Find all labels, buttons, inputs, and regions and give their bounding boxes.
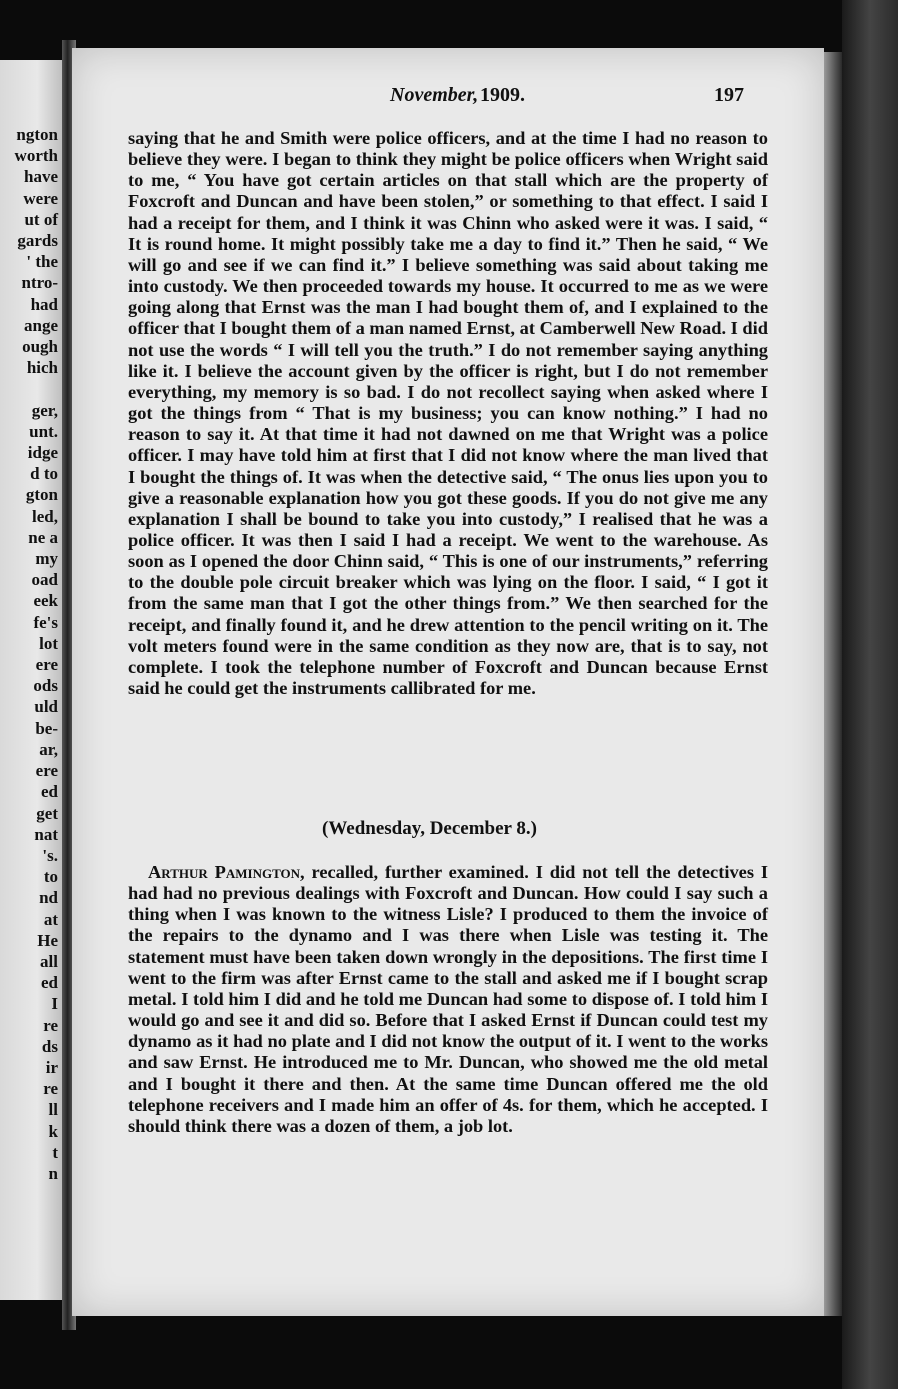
facing-page [0,60,62,1300]
section-heading: (Wednesday, December 8.) [322,818,537,839]
scan-border [842,0,898,1389]
testimony-block-1 [128,128,768,699]
document-page [72,48,824,1316]
running-header [72,84,824,108]
speaker-name: Arthur Pamington, [148,862,305,882]
header-year: 1909. [480,84,525,106]
header-month: November, [390,84,479,106]
page-number: 197 [714,84,744,106]
testimony-block-2 [128,862,768,1137]
paragraph-1: saying that he and Smith were police officers, and at the time I had no reason to believe they were. I began to think they might be police officers when Wright said to me, “ You have got certain articles on that stall which are the property of Foxcroft and Duncan and have been stolen,” or something to that effect. I said I had a receipt for them, and I think it was Chinn who asked were it was. I said, “ It is round home. It might possibly take me a day to find it.” Then he said, “ We will go and see if we can find it.” I believe something was said about taking me into custody. We then proceeded towards my house. It occurred to me as we were going along that Ernst was the man I had bought them of, and I explained to the officer that I bought them of a man named Ernst, at Camberwell New Road. I did not use the words “ I will tell you the truth.” I do not remember saying anything like it. I believe the account given by the officer is right, but I do not remember everything, my memory is so bad. I do not recollect saying when asked where I got the things from “ That is my business; you can know nothing.” I had no reason to say it. At that time it had not dawned on me that Wright was a police officer. I may have told him at first that I did not know where the man lived that I bought the things of. It was when the detective said, “ The onus lies upon you to give a reasonable explanation how you got these goods. If you do not give me any explanation I shall be bound to take you into custody,” I realised that he was a police officer. It was then I said I had a receipt. We went to the warehouse. As soon as I opened the door Chinn said, “ This is one of our instruments,” referring to the double pole circuit breaker which was lying on the floor. I said, “ I got it from the same man that I got the other things from.” We then searched for the receipt, and finally found it, and he drew attention to the pencil writing on it. The volt meters found were in the same condition as they now are, that is to say, not complete. I took the telephone number of Foxcroft and Duncan because Ernst said he could get the instruments callibrated for me. [128,128,768,699]
paragraph-2 [128,862,768,1137]
paragraph-2-text: recalled, further examined. I did not tell the detectives I had had no previous dealings with Foxcroft and Duncan. How could I say such a thing when I was known to the witness Lisle? I produced to them the invoice of the repairs to the dynamo and I was there when Lisle was testing it. The statement must have been taken down wrongly in the depositions. The first time I went to the firm was after Ernst came to the stall and asked me if I bought scrap metal. I told him I did and he told me Duncan had some to dispose of. I told him I would go and see it and did so. Before that I asked Ernst if Duncan could test my dynamo as it had no plate and I did not know the output of it. I went to the works and saw Ernst. He introduced me to Mr. Duncan, who showed me the old metal and I bought it there and then. At the same time Duncan offered me the old telephone receivers and I made him an offer of 4s. for them, which he accepted. I should think there was a dozen of them, a job lot. [128,862,768,1136]
facing-page-text: ngton worth have were ut of gards ' the ntro- had ange ough hich ger, unt. idge d to gton led, ne a my oad eek fe's lot ere ods uld be- ar, ere ed get nat 's. to nd at He all ed I re ds ir re ll k t n [14,125,58,1183]
page-edge [824,52,842,1316]
